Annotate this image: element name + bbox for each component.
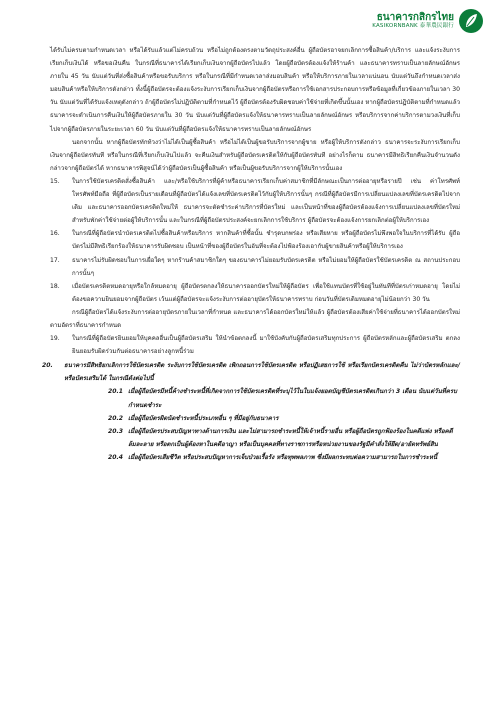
- clause-15: [50, 175, 460, 227]
- sub-clause-text: เมื่อผู้ถือบัตรมีหนี้ค้างชำระหนี้ที่เกิดจากการใช้บัตรเครดิตที่ระบุไว้ในใบแจ้งยอดบัญชีบัตรเครดิตเกินกว่า 3 เดือน นับแต่วันที่ครบกำหนดชำระ: [128, 388, 457, 409]
- kbank-leaf-icon: [458, 8, 484, 34]
- clause-number: 16.: [50, 230, 60, 238]
- sub-clause-text: เมื่อผู้ถือบัตรผิดนัดชำระหนี้ประเภทอื่น ๆ ที่มีอยู่กับธนาคาร: [128, 414, 279, 422]
- clause-text: เมื่อบัตรเครดิตหมดอายุหรือใกล้หมดอายุ ผู้ถือบัตรตกลงให้ธนาคารออกบัตรใหม่ให้ผู้ถือบัตร เพื่อใช้แทนบัตรที่ใช้อยู่ในทันทีที่บัตรเก่าหมดอายุ โดยไม่ต้องขอความยินยอมจากผู้ถือบัตร เว้นแต่ผู้ถือบัตรจะแจ้งระงับการต่ออายุบัตรให้ธนาคารทราบ ก่อนวันที่บัตรเดิมหมดอายุไม่น้อยกว่า 30 วัน: [72, 282, 460, 303]
- logo-text: [372, 12, 454, 29]
- clause-19: [50, 332, 460, 358]
- clause-18-note: กรณีผู้ถือบัตรได้แจ้งระงับการต่ออายุบัตรภายในเวลาที่กำหนด และธนาคารได้ออกบัตรใหม่ให้แล้ว ผู้ถือบัตรต้องเสียค่าใช้จ่ายที่ธนาคารได้ออกบัตรใหม่ตามอัตราที่ธนาคารกำหนด: [50, 308, 460, 329]
- sub-clause-text: เมื่อผู้ถือบัตรประสบปัญหาทางด้านการเงิน และไม่สามารถชำระหนี้ให้เจ้าหนี้รายอื่น หรือผู้ถือบัตรถูกฟ้องร้องในคดีแพ่ง หรือคดีล้มละลาย หรือตกเป็นผู้ต้องหาในคดีอาญา หรือเป็นบุคคลที่ทางราชการหรือหน่วยงานของรัฐมีคำสั่งให้ยึด/อายัดทรัพย์สิน: [128, 427, 453, 448]
- bank-logo: [372, 8, 484, 34]
- clause-number: 18.: [50, 282, 60, 290]
- document-body: [42, 44, 460, 464]
- clause-text: ในการใช้บัตรเครดิตสั่งซื้อสินค้า และ/หรือใช้บริการที่ผู้ค้าหรือธนาคารเรียกเก็บค่าสมาชิกที่มีลักษณะเป็นการต่ออายุหรือรายปี เช่น ค่าโทรศัพท์ โทรศัพท์มือถือ ที่ผู้ถือบัตรเป็นรายเดือนที่ผู้ถือบัตรได้แจ้งเลขที่บัตรเครดิตไว้กับผู้ให้บริการนั้นๆ กรณีที่ผู้ถือบัตรมีการเปลี่ยนแปลงเลขที่บัตรเครดิตไปจากเดิม และธนาคารออกบัตรเครดิตใหม่ให้ ธนาคารจะตัดชำระค่าบริการที่บัตรใหม่ และเป็นหน้าที่ของผู้ถือบัตรต้องแจ้งการเปลี่ยนแปลงเลขที่บัตรใหม่ สำหรับพักค่าใช้จ่ายต่อผู้ให้บริการนั้น และในกรณีที่ผู้ถือบัตรประสงค์จะยกเลิกการใช้บริการ ผู้ถือบัตรจะต้องแจ้งการยกเลิกต่อผู้ให้บริการเอง: [72, 177, 460, 225]
- clause-text: ในกรณีที่ผู้ถือบัตรนำบัตรเครดิตไปซื้อสินค้าหรือบริการ หากสินค้าที่ซื้อนั้น ชำรุดบกพร่อง หรือเสียหาย หรือผู้ถือบัตรไม่พึงพอใจในบริการที่ได้รับ ผู้ถือบัตรไม่มีสิทธิเรียกร้องให้ธนาคารรับผิดชอบ เป็นหน้าที่ของผู้ถือบัตรในอันที่จะต้องไปฟ้องร้องเอากับผู้ขายสินค้าหรือผู้ให้บริการเอง: [72, 230, 460, 251]
- clause-number: 17.: [50, 256, 60, 264]
- sub-clause-20-4: [50, 451, 460, 464]
- sub-clause-number: 20.4: [108, 453, 124, 461]
- clause-text: ธนาคารไม่รับผิดชอบในการเผื่อใดๆ หากร้านค้าสมาชิกใดๆ ของธนาคารไม่ยอมรับบัตรเครดิต หรือไม่ยอมให้ผู้ถือบัตรใช้บัตรเครดิต ณ สถานประกอบการนั้นๆ: [72, 256, 460, 277]
- clause-20: [42, 359, 460, 385]
- clause-text: ในกรณีที่ผู้ถือบัตรยินยอมให้บุคคลอื่นเป็นผู้ถือบัตรเสริม ให้นำข้อตกลงนี้ มาใช้บังคับกับผู้ถือบัตรเสริมทุกประการ ผู้ถือบัตรหลักและผู้ถือบัตรเสริม ตกลงยินยอมรับผิดร่วมกันต่อธนาคารอย่างลูกหนี้ร่วม: [72, 335, 460, 356]
- clause-17: [50, 254, 460, 280]
- clause-text: ธนาคารมีสิทธิยกเลิกการใช้บัตรเครดิต ระงับการใช้บัตรเครดิต เพิกถอนการใช้บัตรเครดิต หรือปฏิเสธการใช้ หรือเรียกบัตรเครดิตคืน ไม่ว่าบัตรหลักและ/หรือบัตรเสริมได้ ในกรณีดังต่อไปนี้: [64, 362, 460, 383]
- clause-number: 19.: [50, 335, 60, 343]
- sub-clause-20-3: [50, 425, 460, 451]
- clause-number: 20.: [42, 362, 53, 370]
- sub-clause-number: 20.3: [108, 427, 124, 435]
- sub-clause-20-1: [50, 385, 460, 411]
- sub-clause-number: 20.1: [108, 388, 124, 396]
- clause-number: 15.: [50, 177, 60, 185]
- bank-name-th: ธนาคารกสิกรไทย: [376, 12, 454, 24]
- paragraph-dispute: นอกจากนั้น หากผู้ถือบัตรทักท้วงว่าไม่ได้เป็นผู้ซื้อสินค้า หรือไม่ได้เป็นผู้ขอรับบริการจากผู้ขาย หรือผู้ให้บริการดังกล่าว ธนาคารจะระงับการเรียกเก็บเงินจากผู้ถือบัตรทันที หรือในกรณีที่เรียกเก็บเงินไปแล้ว จะคืนเงินสำหรับผู้ถือบัตรเครดิตให้กับผู้ถือบัตรทันที อย่างไรก็ตาม ธนาคารมีสิทธิเรียกคืนเงินจำนวนดังกล่าวจากผู้ถือบัตรได้ หากธนาคารพิสูจน์ได้ว่าผู้ถือบัตรเป็นผู้ซื้อสินค้า หรือเป็นผู้ขอรับบริการจากผู้ให้บริการนั้นเอง: [50, 138, 460, 172]
- sub-clause-number: 20.2: [108, 414, 124, 422]
- bank-name-en: KASIKORNBANK 泰華農民銀行: [372, 23, 454, 30]
- sub-clause-20-2: [50, 412, 460, 425]
- sub-clause-text: เมื่อผู้ถือบัตรเสียชีวิต หรือประสบปัญหาการเจ็บป่วยเรื้อรัง หรือทุพพลภาพ ซึ่งมีผลกระทบต่อความสามารถในการชำระหนี้: [128, 453, 438, 461]
- clause-16: [50, 227, 460, 253]
- clause-18: [50, 280, 460, 306]
- paragraph-continuation: ได้รับไม่ครบตามกำหนดเวลา หรือได้รับแล้วแต่ไม่ครบถ้วน หรือไม่ถูกต้องตรงตามวัตถุประสงค์อื่น ผู้ถือบัตรอาจยกเลิกการซื้อสินค้า/บริการ และแจ้งระงับการเรียกเก็บเงินได้ หรือขอเงินคืน ในกรณีที่ธนาคารได้เรียกเก็บเงินจากผู้ถือบัตรไปแล้ว โดยผู้ถือบัตรต้องแจ้งให้ร้านค้า และธนาคารทราบเป็นลายลักษณ์อักษรภายใน 45 วัน นับแต่วันที่ส่งซื้อสินค้าหรือขอรับบริการ หรือในกรณีที่มีกำหนดเวลาส่งมอบสินค้า หรือให้บริการภายในเวลาแน่นอน นับแต่วันถึงกำหนดเวลาส่งมอบสินค้าหรือให้บริการดังกล่าว ทั้งนี้ผู้ถือบัตรจะต้องแจ้งระงับการเรียกเก็บเงินจากผู้ถือบัตรหรือการใช้เอกสารประกอบการหรือข้อมูลที่เกี่ยวข้องภายในเวลา 30 วัน นับแต่วันที่ได้รับแจ้งเหตุดังกล่าว ถ้าผู้ถือบัตรไม่ปฏิบัติตามที่กำหนดไว้ ผู้ถือบัตรต้องรับผิดชอบค่าใช้จ่ายที่เกิดขึ้นนั้นเอง หากผู้ถือบัตรปฏิบัติตามที่กำหนดแล้ว ธนาคารจะดำเนินการคืนเงินให้ผู้ถือบัตรภายใน 30 วัน นับแต่วันที่ผู้ถือบัตรแจ้งให้ธนาคารทราบเป็นลายลักษณ์อักษร หรือบริการจากค่าบริการตามวงเงินที่เก็บไปจากผู้ถือบัตรภายในระยะเวลา 60 วัน นับแต่วันที่ผู้ถือบัตรแจ้งให้ธนาคารทราบเป็นลายลักษณ์อักษร: [50, 47, 460, 133]
